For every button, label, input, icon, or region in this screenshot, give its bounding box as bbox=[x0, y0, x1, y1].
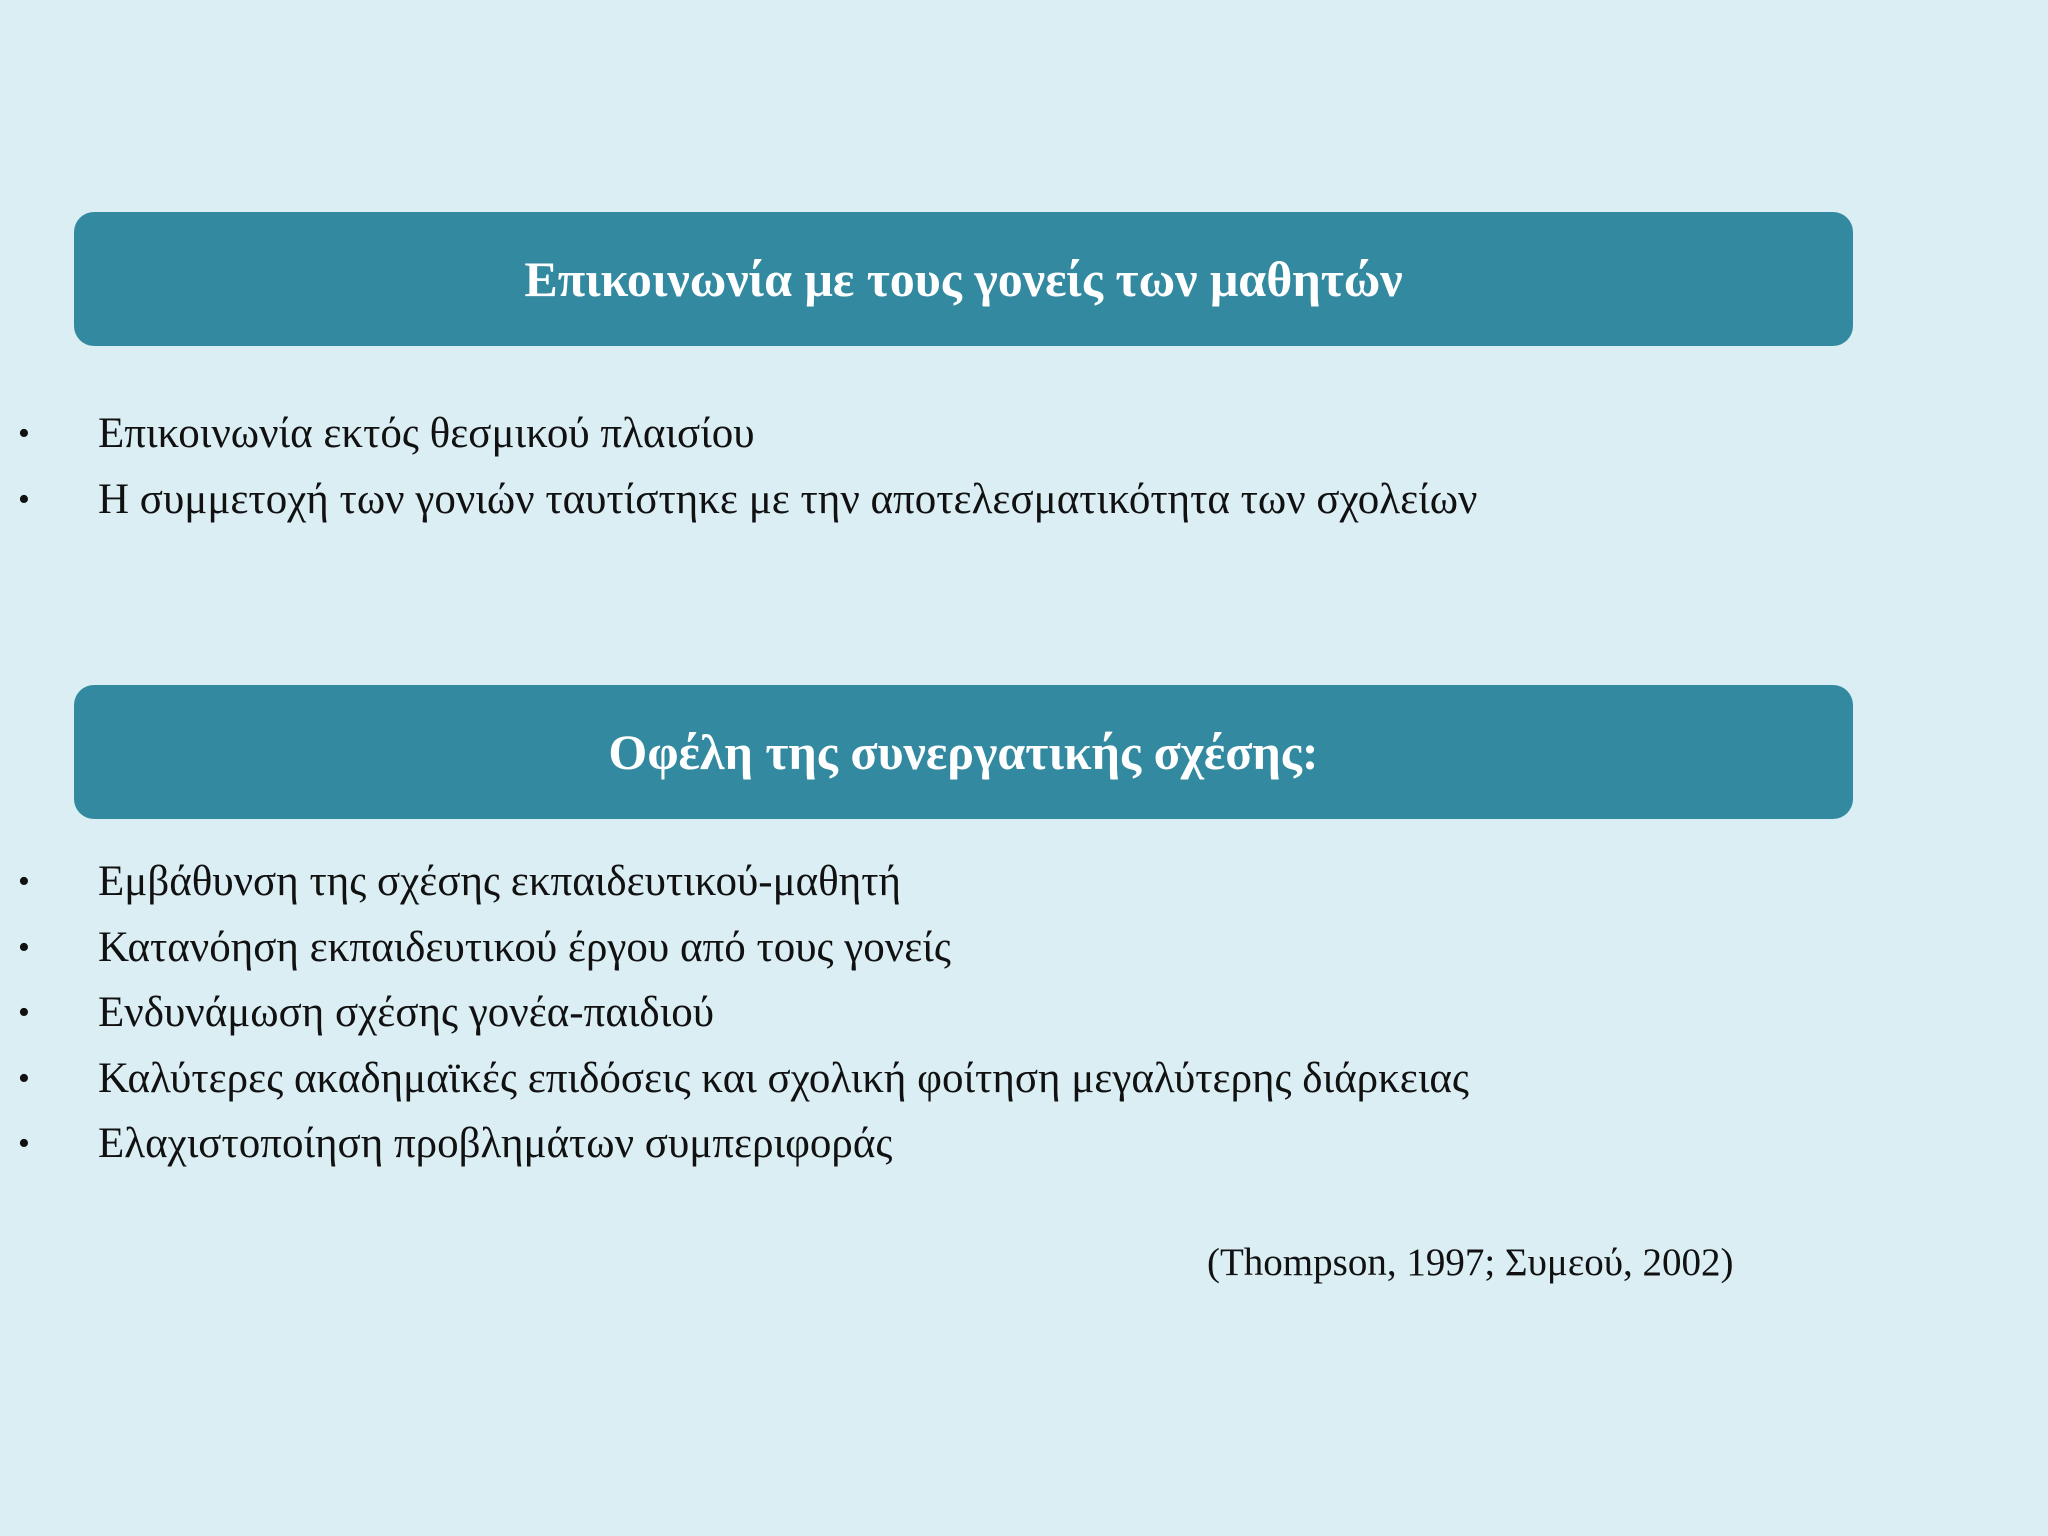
section-1-title: Επικοινωνία με τους γονείς των μαθητών bbox=[524, 251, 1403, 307]
bullet-icon: • bbox=[18, 863, 30, 900]
bullet-item bbox=[0, 849, 1469, 915]
bullet-icon: • bbox=[18, 1125, 30, 1162]
section-1-header bbox=[74, 212, 1853, 346]
bullet-item bbox=[0, 980, 1469, 1046]
section-1-bullet-list bbox=[0, 401, 1477, 532]
bullet-text: Κατανόηση εκπαιδευτικού έργου από τους γονείς bbox=[98, 923, 951, 971]
bullet-text: Η συμμετοχή των γονιών ταυτίστηκε με την αποτελεσματικότητα των σχολείων bbox=[98, 475, 1478, 523]
bullet-item bbox=[0, 467, 1477, 533]
bullet-icon: • bbox=[18, 415, 30, 452]
section-2-bullet-list bbox=[0, 849, 1469, 1177]
bullet-text: Επικοινωνία εκτός θεσμικού πλαισίου bbox=[98, 410, 755, 457]
bullet-icon: • bbox=[18, 480, 30, 518]
bullet-text: Εμβάθυνση της σχέσης εκπαιδευτικού-μαθητή bbox=[98, 858, 902, 905]
bullet-icon: • bbox=[18, 994, 30, 1031]
bullet-text: Ενδυνάμωση σχέσης γονέα-παιδιού bbox=[98, 989, 715, 1036]
bullet-text: Καλύτερες ακαδημαϊκές επιδόσεις και σχολική φοίτηση μεγαλύτερης διάρκειας bbox=[98, 1054, 1469, 1102]
bullet-item bbox=[0, 401, 1477, 467]
citation: (Thompson, 1997; Συμεού, 2002) bbox=[1207, 1241, 1734, 1284]
bullet-item bbox=[0, 915, 1469, 981]
bullet-icon: • bbox=[18, 1059, 30, 1097]
bullet-icon: • bbox=[18, 928, 30, 966]
bullet-item bbox=[0, 1046, 1469, 1112]
section-2-header bbox=[74, 685, 1853, 819]
bullet-item bbox=[0, 1111, 1469, 1177]
bullet-text: Ελαχιστοποίηση προβλημάτων συμπεριφοράς bbox=[98, 1120, 893, 1167]
section-2-title: Οφέλη της συνεργατικής σχέσης: bbox=[608, 724, 1319, 780]
